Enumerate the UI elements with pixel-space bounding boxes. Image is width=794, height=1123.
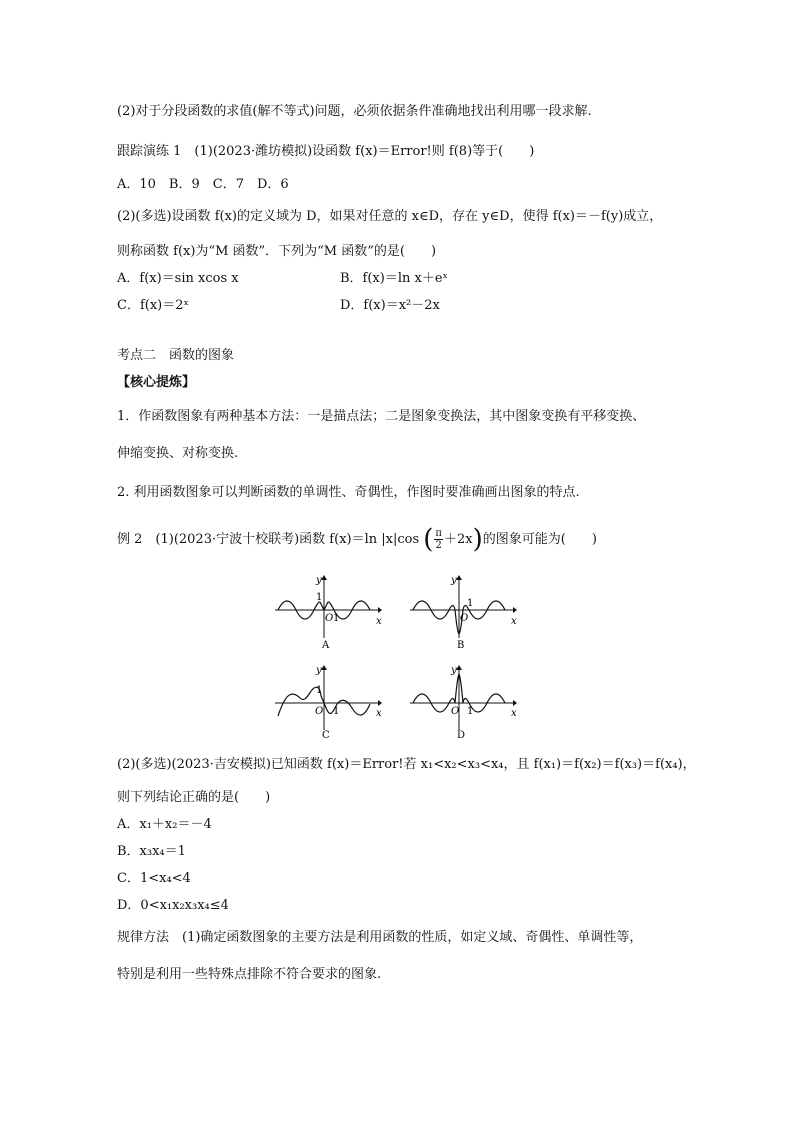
paragraph-2: 2. 利用函数图象可以判断函数的单调性、奇偶性，作图时要准确画出图象的特点. — [117, 485, 580, 500]
x-axis-arrow — [513, 607, 517, 613]
q2-option-b: B．x₃x₄＝1 — [117, 844, 186, 859]
paren-close: ) — [472, 524, 483, 555]
origin-label: O — [460, 613, 469, 624]
tick-label: 1 — [467, 706, 474, 717]
q2-option-c: C．1<x₄<4 — [117, 871, 191, 886]
q2-option-d: D．0<x₁x₂x₃x₄≤4 — [117, 898, 229, 913]
tick-label: 1 — [333, 613, 340, 624]
origin-label: O — [325, 613, 334, 624]
y-label: y — [316, 665, 322, 676]
graph-caption: D — [457, 730, 466, 741]
practice-question-2-cont: 则称函数 f(x)为“M 函数”．下列为“M 函数”的是( ) — [117, 244, 437, 259]
origin-label: O — [315, 706, 324, 717]
x-axis-arrow — [378, 700, 382, 706]
x-axis-arrow — [513, 700, 517, 706]
paren-open: ( — [423, 524, 434, 555]
practice-question-2: (2)(多选)设函数 f(x)的定义域为 D，如果对任意的 x∈D，存在 y∈D，使得 f(x)＝－f(y)成立， — [117, 209, 663, 224]
option-c: C．f(x)＝2ˣ — [117, 298, 190, 313]
fraction-denominator: 2 — [435, 540, 442, 551]
paragraph-1-cont: 伸缩变换、对称变换. — [117, 446, 239, 461]
rule-method-cont: 特别是利用一些特殊点排除不符合要求的图象. — [117, 967, 382, 982]
rule-method: 规律方法 (1)确定函数图象的主要方法是利用函数的性质，如定义域、奇偶性、单调性等， — [117, 930, 643, 945]
tick-label: 1 — [467, 598, 474, 609]
y-axis-arrow — [321, 575, 327, 580]
option-d: D．f(x)＝x²－2x — [340, 298, 440, 313]
graph-caption: C — [322, 730, 330, 741]
x-axis-arrow — [378, 607, 382, 613]
example-2-prefix: 例 2 (1)(2023·宁波十校联考)函数 f(x)＝ln |x|cos — [117, 532, 424, 547]
graph-a — [270, 570, 385, 652]
practice-choices-1: A．10 B．9 C．7 D．6 — [117, 177, 289, 192]
example-2-part-2: (2)(多选)(2023·吉安模拟)已知函数 f(x)＝Error!若 x₁<x₂<x₃<x₄，且 f(x₁)＝f(x₂)＝f(x₃)＝f(x₄)， — [117, 757, 696, 772]
section-title: 考点二 函数的图象 — [117, 348, 235, 363]
tick-label: 1 — [316, 685, 323, 696]
example-2-suffix: 的图象可能为( ) — [482, 532, 597, 547]
fraction-numerator: π — [435, 528, 442, 539]
paragraph-1: 1．作函数图象有两种基本方法：一是描点法；二是图象变换法，其中图象变换有平移变换、 — [117, 409, 646, 424]
y-axis-arrow — [456, 665, 462, 670]
option-b: B．f(x)＝ln x＋eˣ — [340, 271, 449, 286]
origin-label: O — [451, 706, 460, 717]
y-label: y — [451, 665, 457, 676]
option-a: A．f(x)＝sin xcos x — [117, 271, 239, 286]
y-label: y — [316, 575, 322, 586]
practice-question-1: 跟踪演练 1 (1)(2023·潍坊模拟)设函数 f(x)＝Error!则 f(8)等于( ) — [117, 144, 535, 159]
text-line: (2)对于分段函数的求值(解不等式)问题，必须依据条件准确地找出利用哪一段求解. — [117, 104, 592, 119]
graph-caption: A — [322, 640, 330, 651]
example-2-question — [117, 524, 597, 555]
graph-b — [405, 570, 520, 652]
example-2-mid: ＋2x — [444, 532, 473, 547]
y-axis-arrow — [456, 575, 462, 580]
tick-label: 1 — [333, 706, 340, 717]
core-label: 【核心提炼】 — [117, 375, 196, 390]
x-label: x — [376, 616, 382, 627]
graph-d — [405, 660, 520, 742]
graph-c — [270, 660, 385, 742]
graph-caption: B — [457, 640, 465, 651]
y-label: y — [451, 575, 457, 586]
fraction — [434, 528, 443, 551]
example-2-part-2-cont: 则下列结论正确的是( ) — [117, 790, 271, 805]
x-label: x — [511, 708, 517, 719]
y-axis-arrow — [321, 665, 327, 670]
tick-label: 1 — [316, 592, 323, 603]
q2-option-a: A．x₁＋x₂＝－4 — [117, 817, 212, 832]
x-label: x — [511, 616, 517, 627]
x-label: x — [376, 708, 382, 719]
